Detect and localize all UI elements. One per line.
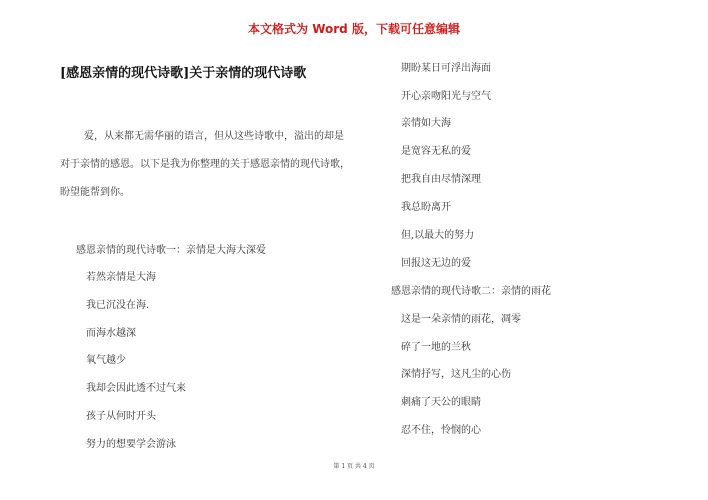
poem-line: 刺痛了天公的眼睛	[401, 397, 481, 408]
poem-line: 碎了一地的兰秋	[401, 342, 471, 353]
page-number-footer: 第 1 页 共 4 页	[333, 463, 375, 470]
poem-line: 深情抒写，这凡尘的心伤	[401, 369, 511, 380]
poem-line: 是宽容无私的爱	[401, 146, 471, 157]
intro-paragraph	[60, 123, 350, 207]
poem-line: 我已沉没在海.	[86, 300, 150, 311]
poem-line: 亲情如大海	[401, 118, 451, 129]
poem-line: 这是一朵亲情的雨花，凋零	[401, 314, 521, 325]
poem-line: 氧气越少	[86, 355, 126, 366]
poem-line: 孩子从何时开头	[86, 411, 156, 422]
poem-line: 我总盼离开	[401, 202, 451, 213]
word-format-banner: 本文格式为 Word 版，下载可任意编辑	[248, 22, 460, 36]
poem-line: 努力的想要学会游泳	[86, 439, 176, 450]
document-title: [感恩亲情的现代诗歌]关于亲情的现代诗歌	[60, 66, 307, 81]
poem-line: 而海水越深	[86, 328, 136, 339]
poem-line: 期盼某日可浮出海面	[401, 63, 491, 74]
intro-text: 爱，从来都无需华丽的语言，但从这些诗歌中，溢出的却是对于亲情的感恩。以下是我为你整理的关于感恩亲情的现代诗歌，盼望能帮到你。	[60, 131, 350, 198]
poem-line: 但,以最大的努力	[401, 230, 475, 241]
poem-line: 把我自由尽情深理	[401, 174, 481, 185]
poem-two-heading: 感恩亲情的现代诗歌二：亲情的雨花	[391, 286, 551, 297]
poem-line: 回报这无边的爱	[401, 258, 471, 269]
poem-line: 开心亲吻阳光与空气	[401, 91, 491, 102]
poem-line: 若然亲情是大海	[86, 272, 156, 283]
poem-one-heading: 感恩亲情的现代诗歌一：亲情是大海大深爱	[76, 245, 266, 256]
poem-line: 忍不住，怜悯的心	[401, 425, 481, 436]
poem-line: 我却会因此透不过气来	[86, 383, 186, 394]
